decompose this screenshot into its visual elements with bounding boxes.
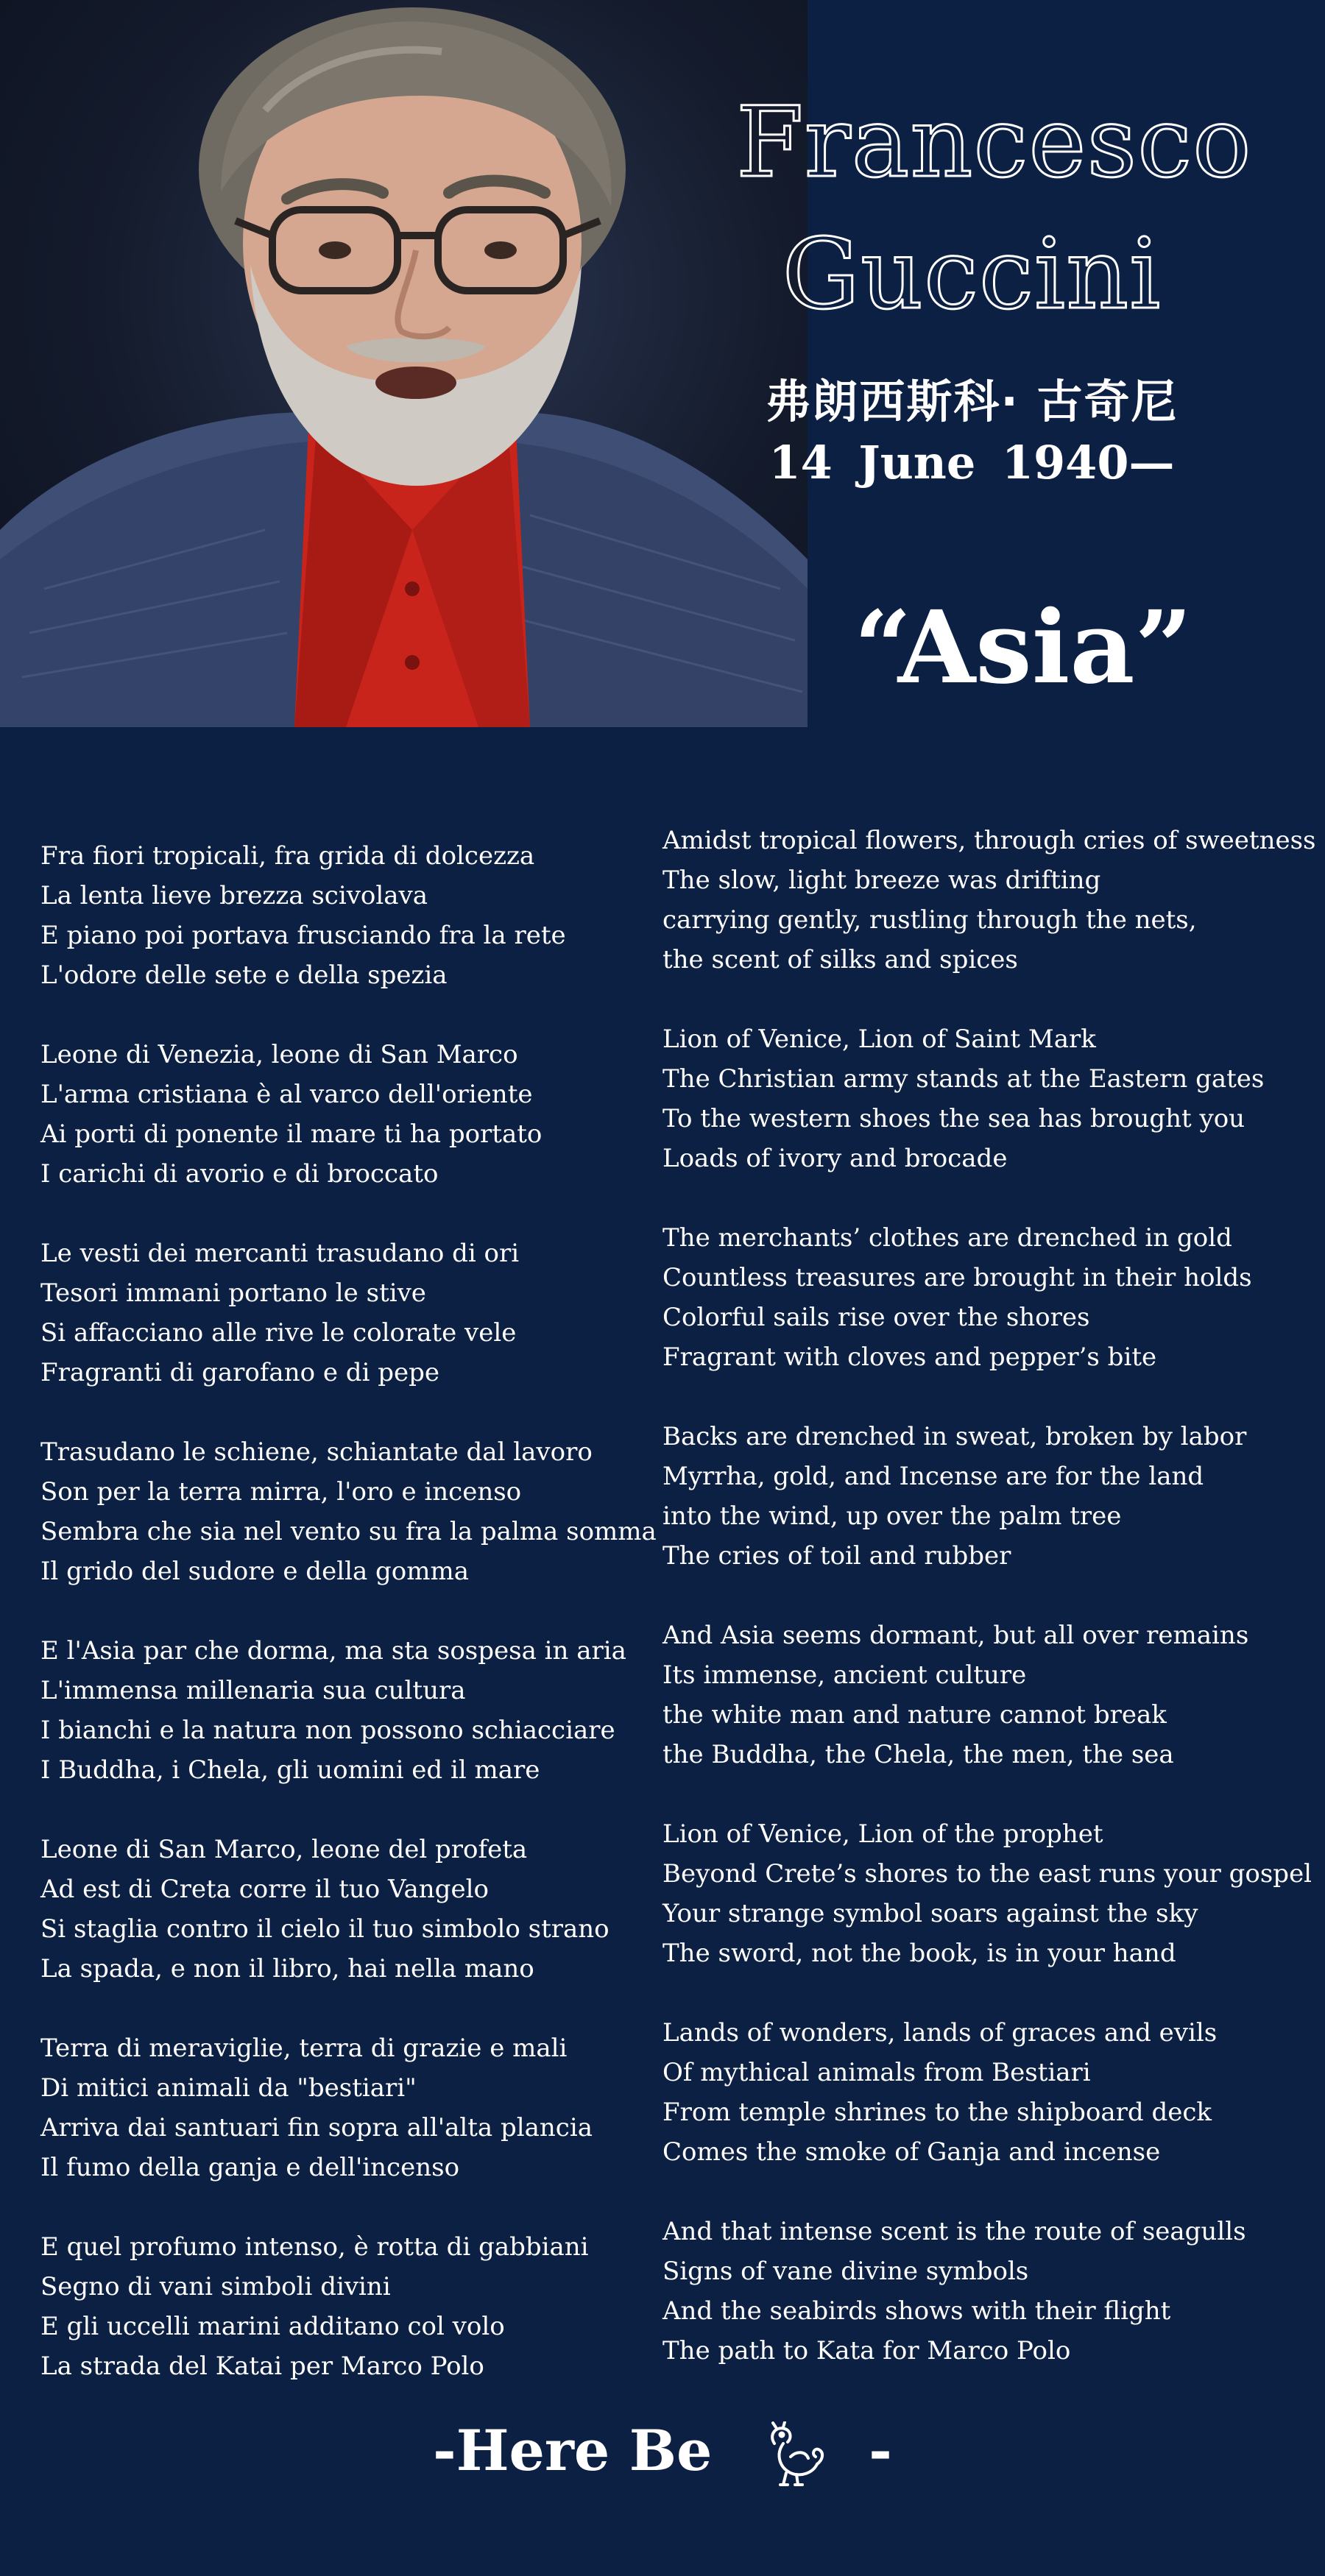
artist-name-chinese: 弗朗西斯科· 古奇尼 (765, 375, 1179, 428)
stanza-italian-1 (40, 836, 566, 995)
stanza-english-6 (662, 1814, 1312, 1973)
stanza-english-4 (662, 1417, 1246, 1576)
lyric-line-italian: E gli uccelli marini additano col volo (40, 2312, 505, 2341)
stanza-english-2 (662, 1019, 1264, 1178)
lyric-line-italian: I Buddha, i Chela, gli uomini ed il mare (40, 1755, 540, 1785)
lyric-line-english: Of mythical animals from Bestiari (662, 2058, 1091, 2087)
lyric-line-italian: La spada, e non il libro, hai nella mano (40, 1954, 534, 1984)
lyric-line-english: The slow, light breeze was drifting (662, 866, 1101, 895)
lyric-line-italian: Leone di Venezia, leone di San Marco (40, 1040, 518, 1069)
stanza-italian-4 (40, 1432, 657, 1591)
stanza-english-5 (662, 1616, 1248, 1774)
lyric-line-italian: Tesori immani portano le stive (40, 1278, 426, 1308)
lyric-line-italian: E l'Asia par che dorma, ma sta sospesa in aria (40, 1636, 626, 1666)
lyric-line-english: into the wind, up over the palm tree (662, 1501, 1122, 1531)
lyric-line-english: Lion of Venice, Lion of the prophet (662, 1819, 1103, 1849)
portrait-illustration (0, 0, 808, 727)
stanza-italian-3 (40, 1234, 519, 1393)
lyric-line-italian: Segno di vani simboli divini (40, 2272, 391, 2301)
lyric-line-english: Countless treasures are brought in their holds (662, 1263, 1252, 1292)
lyric-line-italian: Si staglia contro il cielo il tuo simbolo strano (40, 1914, 610, 1944)
stanza-italian-5 (40, 1631, 626, 1790)
lyric-line-english: And that intense scent is the route of seagulls (662, 2217, 1246, 2246)
lyric-line-english: Its immense, ancient culture (662, 1660, 1027, 1690)
lyric-line-english: the white man and nature cannot break (662, 1700, 1167, 1730)
lyric-line-english: The cries of toil and rubber (662, 1541, 1011, 1571)
lyric-line-italian: L'arma cristiana è al varco dell'oriente (40, 1080, 533, 1109)
dragon-icon (754, 2421, 827, 2489)
lyric-line-english: Myrrha, gold, and Incense are for the land (662, 1462, 1204, 1491)
lyric-line-italian: E quel profumo intenso, è rotta di gabbiani (40, 2232, 589, 2262)
lyric-line-english: From temple shrines to the shipboard deck (662, 2098, 1212, 2127)
footer-text-left: -Here Be (433, 2418, 713, 2483)
lyric-line-english: The merchants’ clothes are drenched in gold (662, 1223, 1232, 1253)
lyric-line-italian: I bianchi e la natura non possono schiacciare (40, 1716, 615, 1745)
lyric-line-italian: Il fumo della ganja e dell'incenso (40, 2153, 460, 2182)
lyric-line-english: Your strange symbol soars against the sky (662, 1899, 1198, 1928)
lyric-line-english: Loads of ivory and brocade (662, 1144, 1008, 1173)
footer-text-right: - (869, 2418, 892, 2483)
lyric-line-italian: Le vesti dei mercanti trasudano di ori (40, 1239, 520, 1268)
stanza-italian-8 (40, 2227, 589, 2386)
lyric-line-italian: Arriva dai santuari fin sopra all'alta plancia (40, 2113, 593, 2142)
lyric-line-italian: Terra di meraviglie, terra di grazie e mali (40, 2034, 568, 2063)
lyric-line-italian: Trasudano le schiene, schiantate dal lavoro (40, 1437, 593, 1467)
lyric-line-italian: L'immensa millenaria sua cultura (40, 1676, 466, 1705)
lyric-line-english: Colorful sails rise over the shores (662, 1303, 1090, 1332)
lyric-line-english: Beyond Crete’s shores to the east runs your gospel (662, 1859, 1312, 1889)
lyric-line-english: Lands of wonders, lands of graces and evils (662, 2018, 1218, 2048)
lyric-line-italian: L'odore delle sete e della spezia (40, 960, 448, 990)
lyric-line-english: To the western shoes the sea has brought you (662, 1104, 1246, 1133)
lyric-line-italian: Ad est di Creta corre il tuo Vangelo (40, 1875, 489, 1904)
song-title: “Asia” (854, 589, 1192, 707)
lyric-line-english: carrying gently, rustling through the nets, (662, 905, 1197, 935)
lyric-line-english: And Asia seems dormant, but all over remains (662, 1621, 1249, 1650)
lyric-line-italian: Sembra che sia nel vento su fra la palma somma (40, 1517, 657, 1546)
lyric-line-english: the scent of silks and spices (662, 945, 1018, 974)
footer-signature (0, 2418, 1325, 2489)
lyric-line-english: Comes the smoke of Ganja and incense (662, 2137, 1161, 2167)
stanza-english-3 (662, 1218, 1252, 1377)
stanza-english-7 (662, 2013, 1217, 2172)
artist-name-line1: Francesco (736, 86, 1252, 199)
lyric-line-italian: Il grido del sudore e della gomma (40, 1557, 470, 1586)
lyric-line-english: The path to Kata for Marco Polo (662, 2336, 1071, 2366)
lyric-line-english: And the seabirds shows with their flight (662, 2296, 1171, 2326)
lyric-line-italian: E piano poi portava frusciando fra la rete (40, 921, 566, 950)
lyric-line-english: Fragrant with cloves and pepper’s bite (662, 1342, 1157, 1372)
artist-name-line2: Guccini (782, 218, 1162, 331)
lyric-line-english: the Buddha, the Chela, the men, the sea (662, 1740, 1174, 1769)
stanza-english-1 (662, 821, 1316, 980)
lyric-line-english: Signs of vane divine symbols (662, 2257, 1029, 2286)
lyric-line-italian: Di mitici animali da "bestiari" (40, 2073, 417, 2103)
lyric-line-italian: La strada del Katai per Marco Polo (40, 2352, 484, 2381)
lyric-line-english: Lion of Venice, Lion of Saint Mark (662, 1025, 1096, 1054)
lyric-line-italian: Leone di San Marco, leone del profeta (40, 1835, 528, 1864)
lyric-line-italian: Fra fiori tropicali, fra grida di dolcezza (40, 841, 535, 871)
stanza-english-8 (662, 2212, 1246, 2371)
stanza-italian-6 (40, 1830, 610, 1989)
lyric-line-italian: La lenta lieve brezza scivolava (40, 881, 428, 910)
lyric-line-italian: Son per la terra mirra, l'oro e incenso (40, 1477, 522, 1507)
lyric-line-english: Backs are drenched in sweat, broken by labor (662, 1422, 1247, 1451)
lyric-line-english: The sword, not the book, is in your hand (662, 1939, 1176, 1968)
lyric-line-italian: I carichi di avorio e di broccato (40, 1159, 439, 1189)
stanza-italian-2 (40, 1035, 542, 1194)
artist-dates: 14 June 1940— (768, 436, 1175, 489)
lyric-line-italian: Ai porti di ponente il mare ti ha portato (40, 1119, 543, 1149)
lyric-line-english: The Christian army stands at the Eastern gates (662, 1064, 1265, 1094)
lyric-line-italian: Fragranti di garofano e di pepe (40, 1358, 440, 1387)
stanza-italian-7 (40, 2028, 593, 2187)
lyric-line-italian: Si affacciano alle rive le colorate vele (40, 1318, 517, 1348)
lyric-line-english: Amidst tropical flowers, through cries of sweetness (662, 826, 1316, 855)
portrait-photo (0, 0, 808, 727)
